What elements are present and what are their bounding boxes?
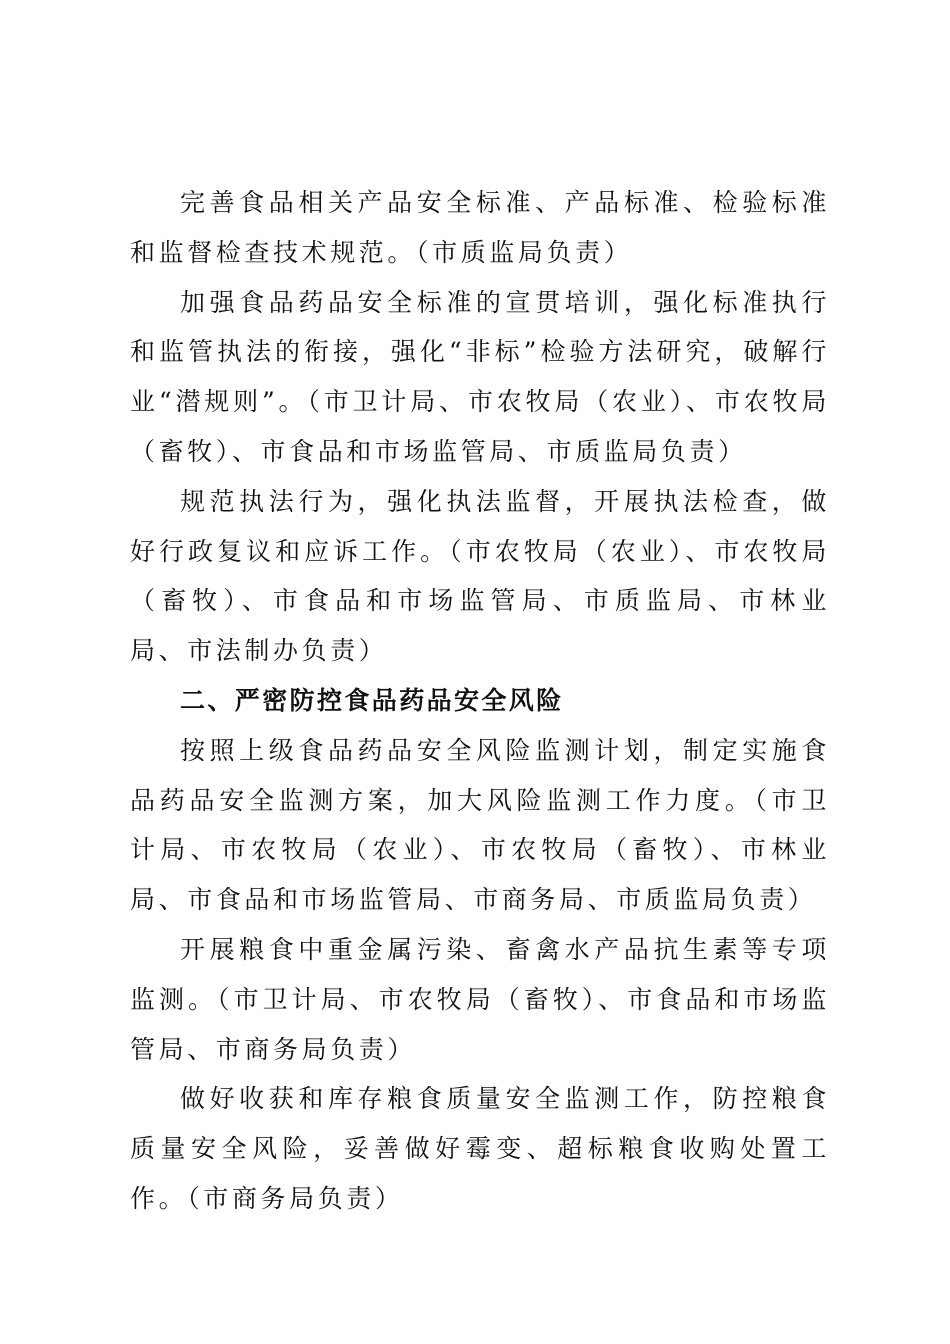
paragraph-law-enforcement: 规范执法行为，强化执法监督，开展执法检查，做好行政复议和应诉工作。（市农牧局（农业）、市农牧局（畜牧）、市食品和市场监管局、市质监局、市林业局、市法制办负责） [130,486,830,666]
paragraph-grain-quality: 做好收获和库存粮食质量安全监测工作，防控粮食质量安全风险，妥善做好霉变、超标粮食收购处置工作。（市商务局负责） [130,1084,830,1213]
section-heading: 二、严密防控食品药品安全风险 [180,685,564,715]
paragraph-special-monitoring: 开展粮食中重金属污染、畜禽水产品抗生素等专项监测。（市卫计局、市农牧局（畜牧）、市食品和市场监管局、市商务局负责） [130,934,830,1064]
paragraph-food-standards: 完善食品相关产品安全标准、产品标准、检验标准和监督检查技术规范。（市质监局负责） [130,188,830,267]
paragraph-risk-monitoring: 按照上级食品药品安全风险监测计划，制定实施食品药品安全监测方案，加大风险监测工作力度。（市卫计局、市农牧局（农业）、市农牧局（畜牧）、市林业局、市食品和市场监管局、市商务局、市质监局负责） [130,735,830,915]
document-body [130,178,830,1224]
paragraph-standards-training: 加强食品药品安全标准的宣贯培训，强化标准执行和监管执法的衔接，强化“非标”检验方法研究，破解行业“潜规则”。（市卫计局、市农牧局（农业）、市农牧局（畜牧）、市食品和市场监管局、市质监局负责） [130,287,830,466]
